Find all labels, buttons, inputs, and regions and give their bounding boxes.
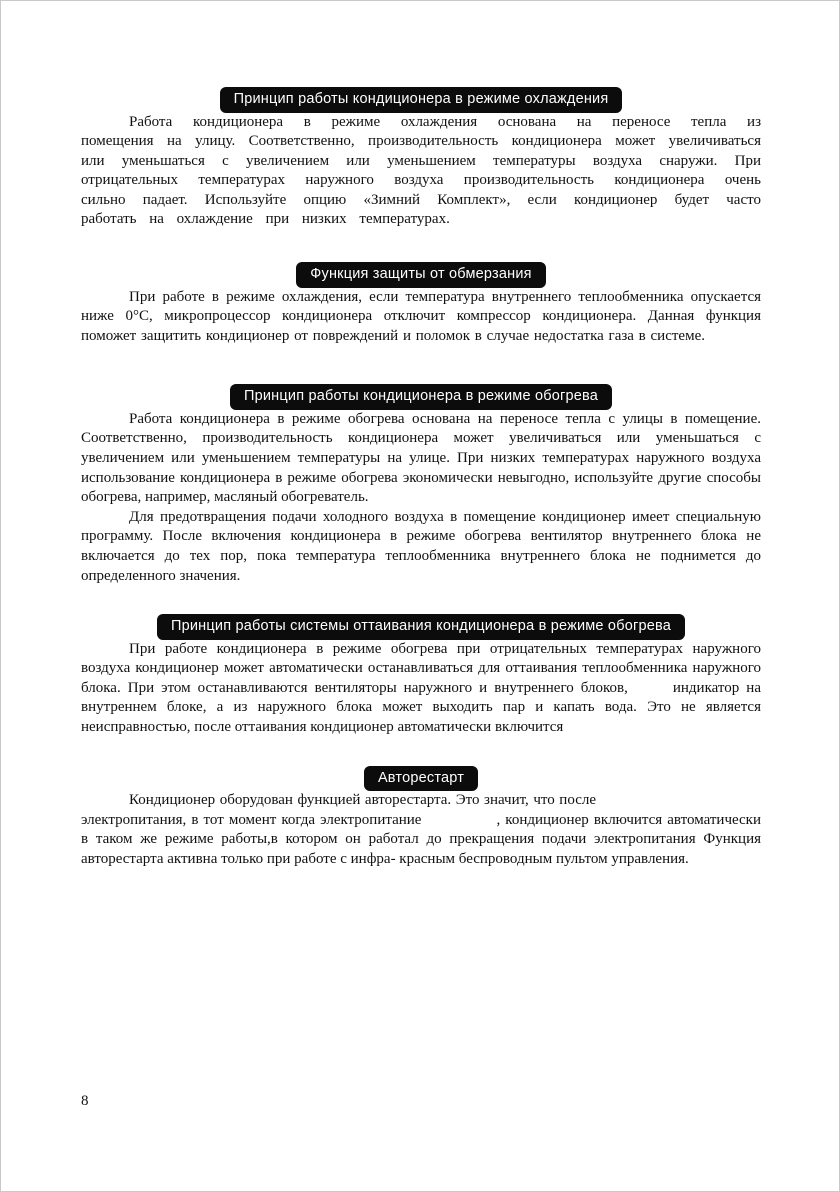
paragraph-defrost: При работе кондиционера в режиме обогрева при отрицательных температурах наружного воздуха кондиционер может автоматически останавливаться для оттаивания теплообменника наружного блока. При этом останавливаются вентиляторы наружного и внутреннего блоков, индикатор на внутреннем блоке, а из наружного блока может выходить пар и капать вода. Это не является неисправностью, после оттаивания кондиционер автоматически включится [81,640,761,736]
section-heading-freeze-protection: Функция защиты от обмерзания [296,262,545,288]
paragraph-cooling: Работа кондиционера в режиме охлаждения основана на переносе тепла из помещения на улицу. Соответственно, производительность кондиционера может увеличиваться или уменьшаться с увеличением или уменьшением температуры воздуха снаружи. При отрицательных температурах наружного воздуха производительность кондиционера очень сильно падает. Используйте опцию «Зимний Комплект», если кондиционер будет часто работать на охлаждение при низких температурах. [81,113,761,228]
paragraph-freeze-protection: При работе в режиме охлаждения, если температура внутреннего теплообменника опускается ниже 0°С, микропроцессор кондиционера отключит компрессор кондиционера. Данная функция поможет защитить кондиционер от повреждений и поломок в случае недостатка газа в системе. [81,288,761,344]
section-heading-autorestart: Авторестарт [364,766,478,792]
paragraph-heating-1: Работа кондиционера в режиме обогрева основана на переносе тепла с улицы в помещение. Соответственно, производительность кондиционера может увеличиваться или уменьшаться с увеличением или уменьшением температуры на улице. При низких температурах наружного воздуха использование кондиционера в режиме обогрева экономически невыгодно, используйте другие способы обогрева, например, масляный обогреватель. [81,410,761,506]
section-heading-cooling: Принцип работы кондиционера в режиме охлаждения [220,87,623,113]
section-heading-row [81,262,761,288]
section-heading-row [81,87,761,113]
paragraph-heating-2: Для предотвращения подачи холодного воздуха в помещение кондиционер имеет специальную программу. После включения кондиционера в режиме обогрева вентилятор внутреннего блока не включается до тех пор, пока температура теплообменника внутреннего блока не поднимется до определенного значения. [81,508,761,584]
section-heading-row [81,384,761,410]
section-heading-row [81,614,761,640]
page-content [81,1,761,870]
page-number: 8 [81,1093,89,1109]
section-heading-row [81,766,761,792]
section-heading-defrost: Принцип работы системы оттаивания кондиционера в режиме обогрева [157,614,685,640]
paragraph-autorestart: Кондиционер оборудован функцией авторестарта. Это значит, что после электропитания, в тот момент когда электропитание , кондиционер включится автоматически в таком же режиме работы,в котором он работал до прекращения подачи электропитания Функция авторестарта активна только при работе с инфра- красным беспроводным пультом управления. [81,792,761,867]
section-heading-heating: Принцип работы кондиционера в режиме обогрева [230,384,612,410]
